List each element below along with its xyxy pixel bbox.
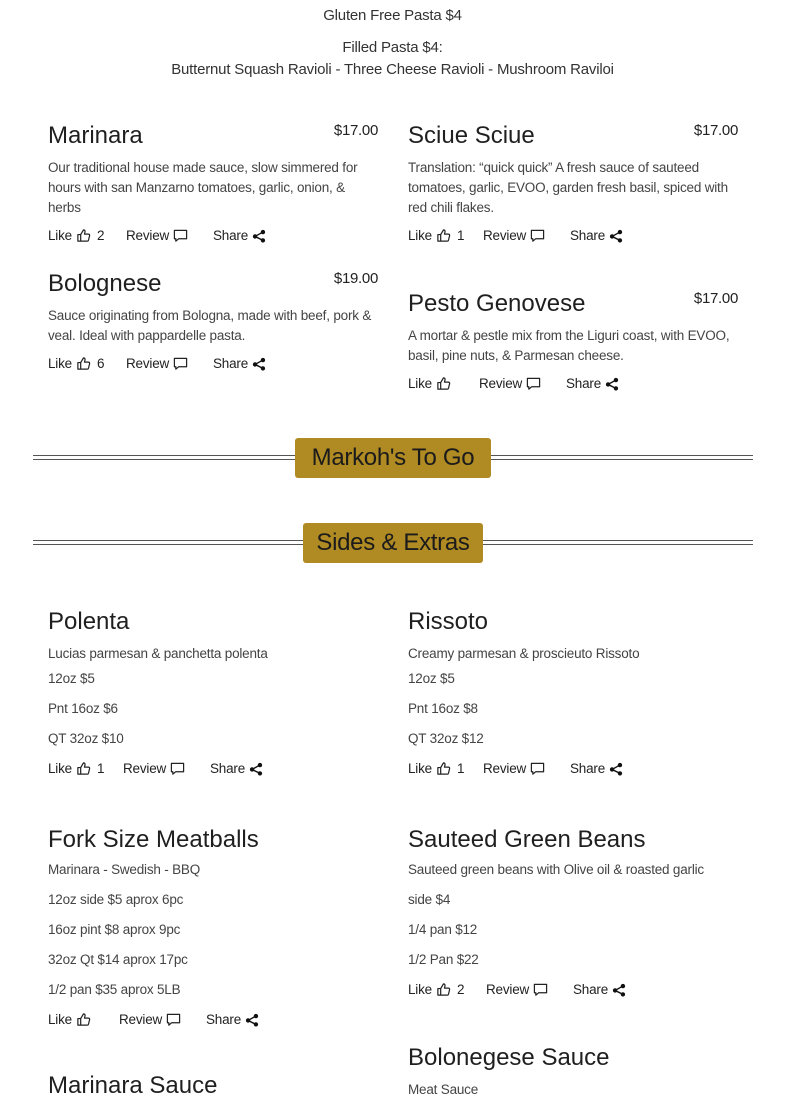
like-button[interactable]: Like 1 (408, 228, 465, 243)
like-count: 6 (96, 356, 105, 371)
thumbs-up-icon (436, 761, 451, 776)
section-title: Sides & Extras (303, 523, 483, 563)
like-button[interactable]: Like 6 (48, 356, 105, 371)
share-icon (605, 377, 619, 391)
size-price-line: Sauteed green beans with Olive oil & roasted garlic (408, 862, 704, 877)
size-price-line: Marinara - Swedish - BBQ (48, 862, 200, 877)
item-title: Bolonegese Sauce (408, 1044, 610, 1071)
size-price-line: Pnt 16oz $8 (408, 701, 478, 716)
like-button[interactable]: Like 1 (408, 761, 465, 776)
share-button[interactable]: Share (206, 1012, 259, 1027)
item-price: $19.00 (333, 270, 378, 287)
size-price-line: QT 32oz $10 (48, 731, 124, 746)
item-description: Translation: “quick quick” A fresh sauce of sauteed tomatoes, garlic, EVOO, garden fresh basil, spiced with red chili flakes. (408, 160, 728, 215)
like-button[interactable]: Like 1 (48, 761, 105, 776)
menu-item-bolognese (48, 270, 378, 376)
filled-pasta-options: Butternut Squash Ravioli - Three Cheese Ravioli - Mushroom Raviloi (171, 61, 614, 78)
menu-item-green-beans (408, 826, 738, 1002)
thumbs-up-icon (436, 982, 451, 997)
item-actions (48, 356, 378, 376)
item-description: Creamy parmesan & proscieuto Rissoto (408, 646, 640, 661)
size-price-line: 32oz Qt $14 aprox 17pc (48, 952, 188, 967)
item-title: Rissoto (408, 608, 489, 635)
comment-icon (173, 228, 188, 243)
size-price-line: 1/4 pan $12 (408, 922, 478, 937)
menu-item-sciue-sciue (408, 122, 738, 248)
thumbs-up-icon (436, 228, 451, 243)
thumbs-up-icon (76, 356, 91, 371)
item-title: Marinara Sauce (48, 1072, 218, 1099)
review-button[interactable]: Review (123, 761, 185, 776)
share-button[interactable]: Share (570, 228, 623, 243)
section-header-togo (33, 438, 753, 478)
menu-item-rissoto (408, 608, 738, 781)
gluten-free-note: Gluten Free Pasta $4 (323, 7, 462, 24)
share-icon (252, 357, 266, 371)
like-button[interactable]: Like (48, 1012, 91, 1027)
comment-icon (533, 982, 548, 997)
item-actions (408, 376, 738, 396)
share-icon (609, 229, 623, 243)
size-price-line: 1/2 Pan $22 (408, 952, 479, 967)
item-description: A mortar & pestle mix from the Liguri coast, with EVOO, basil, pine nuts, & Parmesan cheese. (408, 328, 730, 363)
item-actions (408, 761, 738, 781)
share-button[interactable]: Share (570, 761, 623, 776)
size-price-line: 16oz pint $8 aprox 9pc (48, 922, 181, 937)
comment-icon (526, 376, 541, 391)
menu-item-pesto-genovese (408, 290, 738, 396)
share-button[interactable]: Share (573, 982, 626, 997)
like-button[interactable]: Like 2 (48, 228, 105, 243)
item-price: $17.00 (693, 290, 738, 307)
item-actions (48, 228, 378, 248)
comment-icon (173, 356, 188, 371)
item-actions (408, 982, 738, 1002)
item-title: Bolognese (48, 270, 162, 297)
like-count: 1 (96, 761, 105, 776)
share-icon (249, 762, 263, 776)
item-title: Pesto Genovese (408, 290, 586, 317)
like-count: 2 (456, 982, 465, 997)
thumbs-up-icon (76, 228, 91, 243)
review-button[interactable]: Review (126, 228, 188, 243)
review-button[interactable]: Review (119, 1012, 181, 1027)
item-title: Sciue Sciue (408, 122, 535, 149)
review-button[interactable]: Review (483, 761, 545, 776)
item-title: Polenta (48, 608, 130, 635)
comment-icon (530, 228, 545, 243)
item-title: Fork Size Meatballs (48, 826, 259, 853)
comment-icon (170, 761, 185, 776)
menu-item-marinara-sauce (48, 1072, 378, 1100)
like-button[interactable]: Like (408, 376, 451, 391)
share-button[interactable]: Share (213, 228, 266, 243)
review-button[interactable]: Review (486, 982, 548, 997)
menu-item-marinara (48, 122, 378, 248)
like-button[interactable]: Like 2 (408, 982, 465, 997)
size-price-line: 12oz $5 (408, 671, 455, 686)
item-description: Our traditional house made sauce, slow simmered for hours with san Manzarno tomatoes, garlic, onion, & herbs (48, 160, 358, 215)
item-price: $17.00 (693, 122, 738, 139)
review-button[interactable]: Review (126, 356, 188, 371)
size-price-line: QT 32oz $12 (408, 731, 484, 746)
size-price-line: Pnt 16oz $6 (48, 701, 118, 716)
thumbs-up-icon (76, 761, 91, 776)
section-header-sides (33, 523, 753, 563)
item-description: Lucias parmesan & panchetta polenta (48, 646, 268, 661)
like-count: 1 (456, 228, 465, 243)
menu-item-polenta (48, 608, 378, 781)
size-price-line: 12oz $5 (48, 671, 95, 686)
share-icon (252, 229, 266, 243)
size-price-line: 12oz side $5 aprox 6pc (48, 892, 184, 907)
item-title: Marinara (48, 122, 143, 149)
thumbs-up-icon (436, 376, 451, 391)
share-button[interactable]: Share (566, 376, 619, 391)
item-actions (48, 761, 378, 781)
thumbs-up-icon (76, 1012, 91, 1027)
item-description: Sauce originating from Bologna, made with beef, pork & veal. Ideal with pappardelle pasta. (48, 308, 372, 343)
share-icon (609, 762, 623, 776)
item-actions (48, 1012, 378, 1032)
comment-icon (166, 1012, 181, 1027)
section-title: Markoh's To Go (295, 438, 491, 478)
item-actions (408, 228, 738, 248)
size-price-line: side $4 (408, 892, 451, 907)
comment-icon (530, 761, 545, 776)
review-button[interactable]: Review (479, 376, 541, 391)
item-title: Sauteed Green Beans (408, 826, 646, 853)
menu-item-meatballs (48, 826, 378, 1032)
share-button[interactable]: Share (210, 761, 263, 776)
filled-pasta-note: Filled Pasta $4: (342, 39, 443, 56)
like-count: 2 (96, 228, 105, 243)
item-price: $17.00 (333, 122, 378, 139)
share-icon (245, 1013, 259, 1027)
review-button[interactable]: Review (483, 228, 545, 243)
menu-item-bolonegese-sauce (408, 1044, 738, 1100)
share-icon (612, 983, 626, 997)
share-button[interactable]: Share (213, 356, 266, 371)
size-price-line: 1/2 pan $35 aprox 5LB (48, 982, 181, 997)
like-count: 1 (456, 761, 465, 776)
item-description: Meat Sauce (408, 1082, 479, 1097)
